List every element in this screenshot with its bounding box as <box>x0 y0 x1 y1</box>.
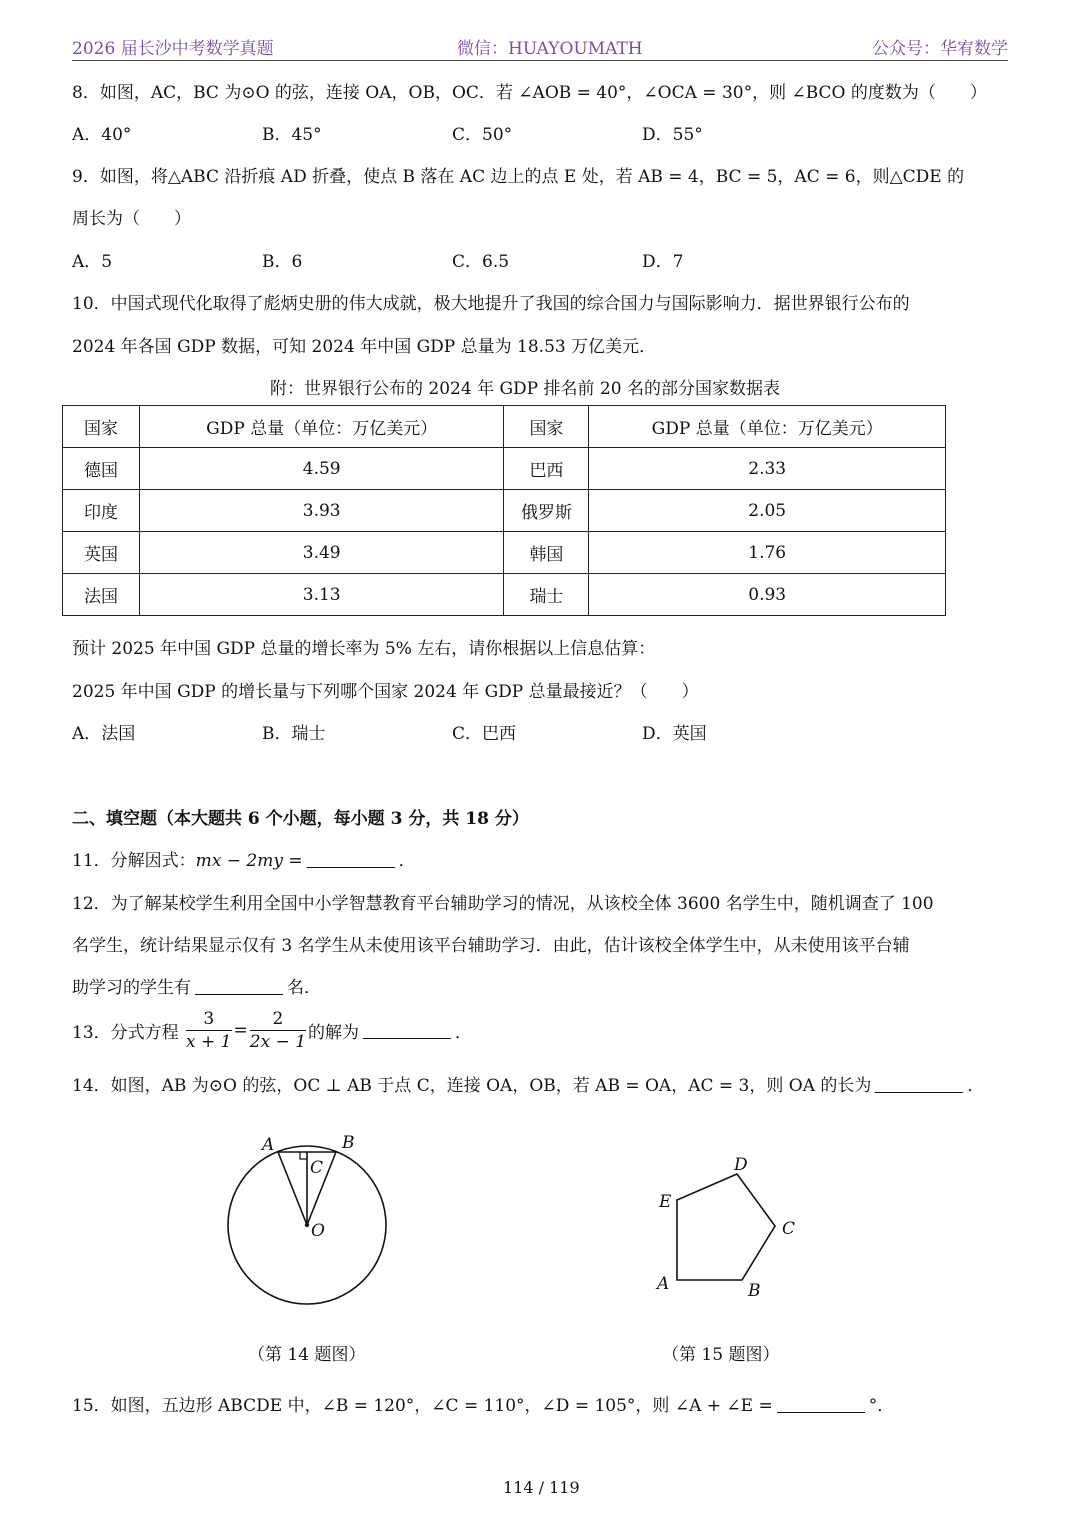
q13 <box>72 1008 472 1053</box>
table-row <box>63 532 946 574</box>
header-center: 微信：HUAYOUMATH <box>457 39 643 59</box>
fig14-label-o: O <box>311 1221 325 1241</box>
right-angle-mark <box>300 1152 307 1159</box>
q10-option-b: B．瑞士 <box>262 724 326 744</box>
answer-blank <box>875 1076 963 1093</box>
q10-table-caption: 附：世界银行公布的 2024 年 GDP 排名前 20 名的部分国家数据表 <box>270 379 780 399</box>
answer-blank <box>195 978 283 995</box>
table-row <box>63 574 946 616</box>
q15-end: °． <box>868 1396 895 1416</box>
q15-stem: 15．如图，五边形 ABCDE 中，∠B = 120°，∠C = 110°，∠D = 105°，则 ∠A + ∠E = <box>72 1396 773 1416</box>
table-cell: 俄罗斯 <box>504 490 589 532</box>
table-cell: 2.33 <box>589 448 946 490</box>
fig15-label-b: B <box>748 1281 761 1301</box>
answer-blank <box>777 1396 865 1413</box>
fig15-label-e: E <box>659 1192 672 1212</box>
table-cell: 印度 <box>63 490 140 532</box>
q10-option-c: C．巴西 <box>452 724 517 744</box>
q12-line3-prefix: 助学习的学生有 <box>72 978 191 998</box>
center-point <box>305 1223 309 1227</box>
fig15-caption: （第 15 题图） <box>662 1345 780 1365</box>
table-cell: 英国 <box>63 532 140 574</box>
q10-option-d: D．英国 <box>642 724 707 744</box>
table-cell: 3.93 <box>139 490 504 532</box>
page-number: 114 / 119 <box>503 1478 580 1497</box>
fraction-2 <box>250 1008 306 1053</box>
q8-option-a: A．40° <box>72 125 132 145</box>
fig15-label-c: C <box>782 1219 796 1239</box>
table-row <box>63 448 946 490</box>
table-cell: 3.49 <box>139 532 504 574</box>
fraction-1 <box>186 1008 231 1053</box>
q13-end: ． <box>455 1023 473 1043</box>
q10-stem-line2: 2024 年各国 GDP 数据，可知 2024 年中国 GDP 总量为 18.53 万亿美元． <box>72 337 657 357</box>
q8-option-d: D．55° <box>642 125 703 145</box>
q10-after-line1: 预计 2025 年中国 GDP 总量的增长率为 5% 左右，请你根据以上信息估算： <box>72 639 656 659</box>
fig14-label-c: C <box>310 1158 324 1178</box>
q10-stem-line1: 10．中国式现代化取得了彪炳史册的伟大成就，极大地提升了我国的综合国力与国际影响力．据世界银行公布的 <box>72 294 910 314</box>
figure-15 <box>660 1160 800 1300</box>
table-cell: 3.13 <box>139 574 504 616</box>
q14 <box>72 1071 984 1096</box>
table-cell: 2.05 <box>589 490 946 532</box>
q11-suffix: ． <box>398 851 416 871</box>
q12-line1: 12．为了解某校学生利用全国中小学智慧教育平台辅助学习的情况，从该校全体 3600 名学生中，随机调查了 100 <box>72 894 934 914</box>
fraction-2-numerator: 2 <box>250 1008 306 1031</box>
q8-option-b: B．45° <box>262 125 322 145</box>
table-header-row <box>63 406 946 448</box>
section-title: 二、填空题（本大题共 6 个小题，每小题 3 分，共 18 分） <box>72 809 529 829</box>
table-cell: 巴西 <box>504 448 589 490</box>
table-cell: 0.93 <box>589 574 946 616</box>
q11 <box>72 846 416 871</box>
q15 <box>72 1391 894 1416</box>
answer-blank <box>363 1022 451 1039</box>
q14-stem: 14．如图，AB 为⊙O 的弦，OC ⊥ AB 于点 C，连接 OA，OB，若 AB = OA，AC = 3，则 OA 的长为 <box>72 1076 872 1096</box>
table-cell: 瑞士 <box>504 574 589 616</box>
table-header-cell: 国家 <box>504 406 589 448</box>
q12-line3-suffix: 名． <box>287 978 321 998</box>
table-cell: 韩国 <box>504 532 589 574</box>
q13-equals: = <box>233 1020 248 1041</box>
header-right: 公众号：华宥数学 <box>872 39 1008 59</box>
q9-option-c: C．6.5 <box>452 252 510 272</box>
gdp-table <box>62 405 946 616</box>
q8-option-c: C．50° <box>452 125 513 145</box>
segment-oa <box>278 1152 307 1225</box>
q12-line3 <box>72 973 321 998</box>
fraction-1-numerator: 3 <box>186 1008 231 1031</box>
table-row <box>63 490 946 532</box>
pentagon-abcde <box>677 1174 775 1280</box>
fig14-label-b: B <box>342 1133 355 1153</box>
q9-stem-line2: 周长为（ ） <box>72 209 191 229</box>
header-left: 2026 届长沙中考数学真题 <box>72 39 274 59</box>
q9-option-a: A．5 <box>72 252 113 272</box>
q13-suffix: 的解为 <box>308 1023 360 1043</box>
q9-option-d: D．7 <box>642 252 684 272</box>
table-cell: 4.59 <box>139 448 504 490</box>
q9-stem-line1: 9．如图，将△ABC 沿折痕 AD 折叠，使点 B 落在 AC 边上的点 E 处，若 AB = 4，BC = 5，AC = 6，则△CDE 的 <box>72 167 965 187</box>
answer-blank <box>307 851 395 868</box>
page-header <box>72 28 1008 61</box>
table-cell: 德国 <box>63 448 140 490</box>
q11-expr: mx − 2my = <box>195 851 303 871</box>
fig14-label-a: A <box>262 1135 275 1155</box>
table-header-cell: GDP 总量（单位：万亿美元） <box>139 406 504 448</box>
table-cell: 法国 <box>63 574 140 616</box>
q14-end: ． <box>967 1076 985 1096</box>
table-header-cell: GDP 总量（单位：万亿美元） <box>589 406 946 448</box>
q12-line2: 名学生，统计结果显示仅有 3 名学生从未使用该平台辅助学习．由此，估计该校全体学生中，从未使用该平台辅 <box>72 936 910 956</box>
q10-option-a: A．法国 <box>72 724 136 744</box>
q11-prefix: 11．分解因式： <box>72 851 196 871</box>
fraction-1-denominator: x + 1 <box>186 1032 232 1052</box>
q10-after-line2: 2025 年中国 GDP 的增长量与下列哪个国家 2024 年 GDP 总量最接近？（ ） <box>72 682 699 702</box>
fig14-caption: （第 14 题图） <box>248 1345 366 1365</box>
fig15-label-d: D <box>734 1155 748 1175</box>
q8-stem: 8．如图，AC，BC 为⊙O 的弦，连接 OA，OB，OC．若 ∠AOB = 40°，∠OCA = 30°，则 ∠BCO 的度数为（ ） <box>72 83 987 103</box>
q9-option-b: B．6 <box>262 252 303 272</box>
fraction-2-denominator: 2x − 1 <box>249 1032 307 1052</box>
fig15-label-a: A <box>657 1274 670 1294</box>
table-cell: 1.76 <box>589 532 946 574</box>
q13-prefix: 13．分式方程 <box>72 1023 179 1043</box>
table-header-cell: 国家 <box>63 406 140 448</box>
